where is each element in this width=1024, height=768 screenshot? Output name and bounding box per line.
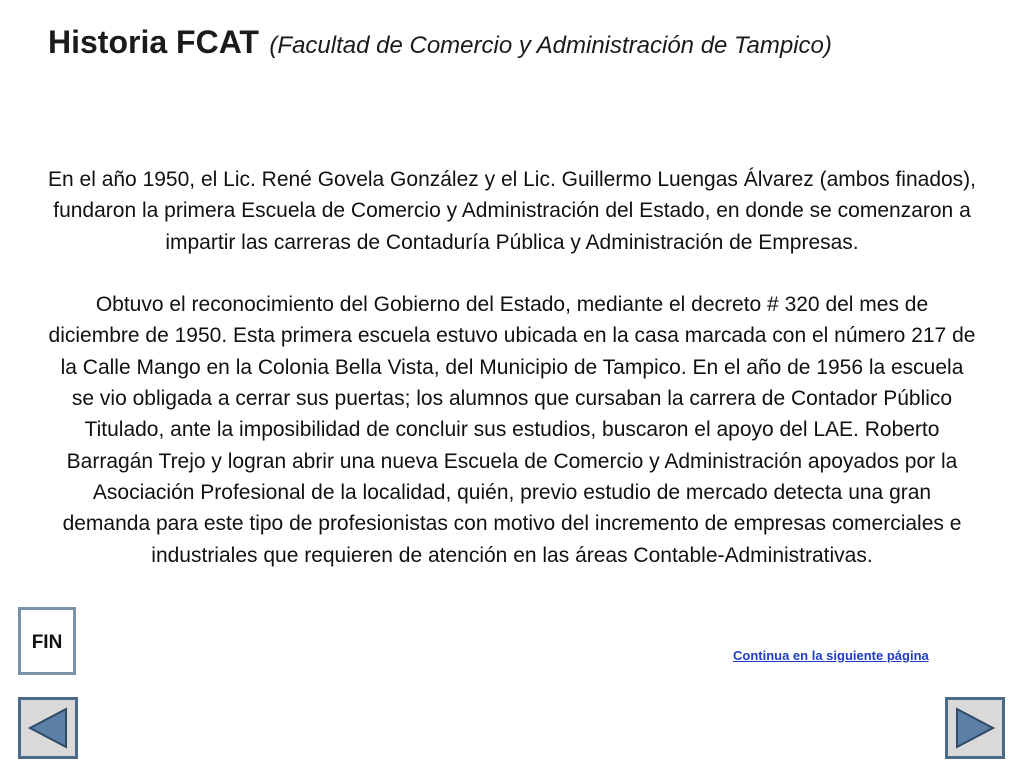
fin-button[interactable] <box>18 607 76 675</box>
paragraph-spacer <box>48 258 976 289</box>
title-main: Historia FCAT <box>48 24 259 60</box>
slide-body <box>48 164 976 571</box>
title-subtitle: (Facultad de Comercio y Administración de Tampico) <box>269 32 832 59</box>
paragraph-history: Obtuvo el reconocimiento del Gobierno del Estado, mediante el decreto # 320 del mes de diciembre de 1950. Esta primera escuela estuvo ubicada en la casa marcada con el número 217 de la Calle Mango en la Colonia Bella Vista, del Municipio de Tampico. En el año de 1956 la escuela se vio obligada a cerrar sus puertas; los alumnos que cursaban la carrera de Contador Público Titulado, ante la imposibilidad de concluir sus estudios, buscaron el apoyo del LAE. Roberto Barragán Trejo y logran abrir una nueva Escuela de Comercio y Administración apoyados por la Asociación Profesional de la localidad, quién, previo estudio de mercado detecta una gran demanda para este tipo de profesionistas con motivo del incremento de empresas comerciales e industriales que requieren de atención en las áreas Contable-Administrativas. <box>48 293 976 567</box>
triangle-right-icon <box>948 700 1002 756</box>
triangle-left-icon <box>21 700 75 756</box>
next-slide-button[interactable] <box>945 697 1005 759</box>
slide-title <box>48 24 988 61</box>
previous-slide-button[interactable] <box>18 697 78 759</box>
paragraph-founding: En el año 1950, el Lic. René Govela González y el Lic. Guillermo Luengas Álvarez (ambos finados), fundaron la primera Escuela de Comercio y Administración del Estado, en donde se comenzaron a impartir las carreras de Contaduría Pública y Administración de Empresas. <box>48 168 976 254</box>
continue-next-page-link[interactable]: Continua en la siguiente página <box>733 648 929 663</box>
fin-button-label: FIN <box>31 632 63 653</box>
